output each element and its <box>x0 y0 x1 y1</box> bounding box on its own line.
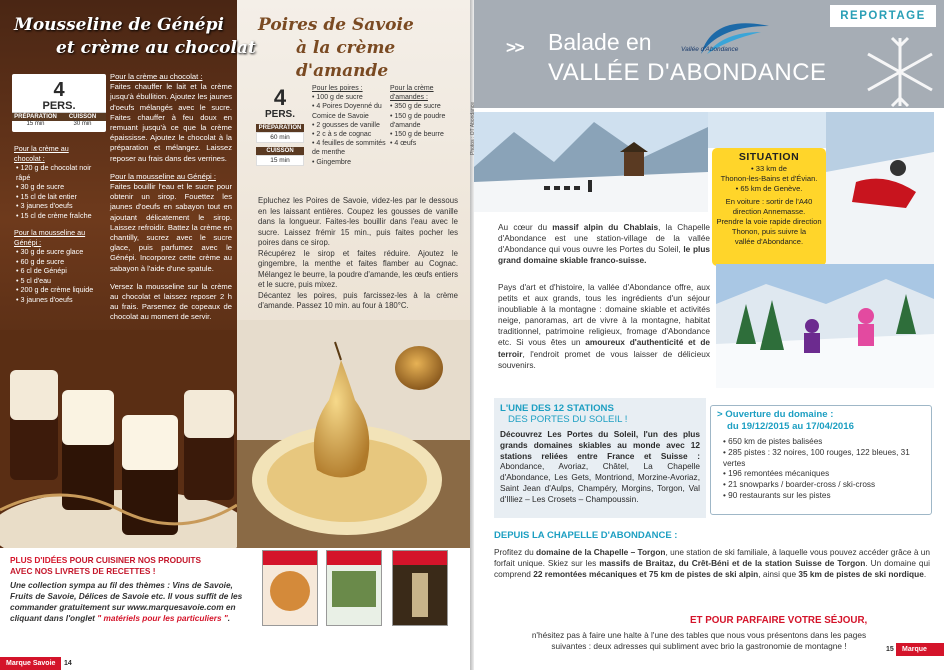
stations-box <box>494 398 706 518</box>
ingredient-item: • 4 œufs <box>390 139 460 148</box>
ingredient-item: • 4 feuilles de sommités de menthe <box>312 139 386 157</box>
cook-label: CUISSON <box>59 113 106 121</box>
ingredient-item: • 200 g de crème liquide <box>16 285 104 295</box>
prep-value: 15 min <box>26 121 45 127</box>
snowmobile-photo <box>826 112 934 268</box>
recipe1-servings-card <box>12 74 106 132</box>
title-line1: Balade en <box>548 29 652 55</box>
title-arrows-icon: > > <box>506 38 522 57</box>
page-number-left: 14 <box>64 660 72 667</box>
closing-line: suivantes : deux adresses qui subliment avec brio la gastronomie de montagne ! <box>551 641 847 651</box>
prep-label: PRÉPARATION <box>12 113 59 121</box>
text-run-bold: amoureux d'authenticité et de terroir <box>498 337 710 359</box>
promo-heading: POUR CUISINER NOS PRODUITS <box>67 555 201 565</box>
step-heading: Pour la crème au chocolat : <box>110 72 203 81</box>
text-run: , ainsi que <box>758 569 799 579</box>
ingredient-item: • 150 g de poudre d'amande <box>390 112 460 130</box>
step-text: Décantez les poires, puis farcissez-les à la crème d'amande. Passez 10 min. au four à 180°C. <box>258 290 458 310</box>
ingredient-item: • 6 cl de Génépi <box>16 266 104 276</box>
photo-credit: Photos : OT Abondance <box>470 101 476 155</box>
ingredient-item: • 2 c à s de cognac <box>312 130 386 139</box>
situation-line: • 65 km de Genève. <box>735 184 803 193</box>
ingredient-item: • 15 cl de crème fraîche <box>16 211 104 221</box>
ingredient-item: • 350 g de sucre <box>390 102 460 111</box>
promo-heading-red: PLUS D'IDÉES <box>10 555 68 565</box>
family-skiers-photo <box>716 264 934 388</box>
opening-item: • 90 restaurants sur les pistes <box>723 491 931 502</box>
text-run-bold: massifs de Braitaz, du Crêt-Béni et de la station Suisse de Torgon <box>599 558 866 568</box>
dog-sled-photo <box>474 112 708 212</box>
footer-brand-left: Marque Savoie <box>0 657 61 670</box>
situation-title: SITUATION <box>738 151 800 163</box>
closing-text <box>484 630 914 652</box>
ingredients-heading: Pour les poires : <box>312 85 363 92</box>
text-run: , une station de ski familiale, à laquelle vous pouvez accéder grâce à un forfait unique. Skiez sur les <box>494 547 931 568</box>
opening-dates: du 19/12/2015 au 17/04/2016 <box>727 421 854 432</box>
text-run: Au cœur du <box>498 222 553 232</box>
ingredient-item: • 30 g de sucre glace <box>16 247 104 257</box>
recipe2-ingredients-2 <box>390 84 460 148</box>
stations-list: Abondance, Avoriaz, Châtel, La Chapelle d'Abondance, Les Gets, Montriond, Morzine-Avoriaz, Saint Jean d'Aulps, Champéry, Morgins, Torgon, Val d'Illiez – Les Crosets – Champoussin. <box>500 461 700 504</box>
prep-value: 60 min <box>256 132 304 143</box>
time-table <box>12 112 106 127</box>
recipes-promo <box>10 555 250 624</box>
ingredient-item: • 150 g de beurre <box>390 130 460 139</box>
stations-lead: Découvrez Les Portes du Soleil, l'un des plus grands domaines skiables au monde avec 12 stations reliées entre France et Suisse : <box>500 429 700 461</box>
logo-text: Vallée d'Abondance <box>681 46 739 53</box>
step-text: Versez la mousseline sur la crème au chocolat et laissez reposer 2 h au frais. Parsemez de copeaux de chocolat au moment de servir. <box>110 281 232 322</box>
chocolate-verrines-photo <box>0 330 237 548</box>
situation-line: Thonon, puis suivre la <box>731 227 807 236</box>
ingredient-item: • 5 cl d'eau <box>16 276 104 286</box>
ingredient-item: • 100 g de sucre <box>312 93 386 102</box>
recipe2-instructions <box>258 196 458 312</box>
recipe1-instructions <box>110 72 232 331</box>
opening-box <box>710 405 932 515</box>
situation-line: En voiture : sortir de l'A40 <box>725 197 813 206</box>
ingredient-item: • 120 g de chocolat noir râpé <box>16 163 104 182</box>
opening-item: • 285 pistes : 32 noires, 100 rouges, 122 bleues, 31 vertes <box>723 448 931 470</box>
ingredients-heading: Pour la mousseline au <box>14 228 86 237</box>
closing-line: n'hésitez pas à faire une halte à l'une des tables que nous vous présentons dans les pages <box>531 630 867 640</box>
text-run-bold: le plus grand domaine skiable franco-suisse. <box>498 244 711 266</box>
text-run-bold: 22 remontées mécaniques et 75 km de pistes de ski alpin <box>533 569 759 579</box>
snowflake-icon <box>850 28 944 112</box>
title-line2: VALLÉE D'ABONDANCE <box>548 59 827 86</box>
text-run: Pays d'art et d'histoire, la vallée d'Abondance offre, aux petits et aux grands, tous les ingrédients d'un séjour inoubliable à la montagne : domaine skiable et activités neige, panoramas, art de vivre à la montagne, habitat traditionnel, patrimoine religieux, fromage d'Abondance etc. Si vous êtes un <box>498 282 710 348</box>
recipe2-servings-card <box>256 87 304 170</box>
recipe-book-cover-1[interactable] <box>262 550 318 626</box>
recipe-book-cover-3[interactable] <box>392 550 448 626</box>
opening-heading: > Ouverture du domaine : <box>717 409 834 420</box>
situation-line: direction Annemasse. <box>732 207 806 216</box>
promo-end: . <box>227 613 231 623</box>
step-text: Récupérez le sirop et faites réduire. Ajoutez le gingembre, la menthe et faites flamber au Cognac. Mélangez le beurre, la poudre d'amande, les œufs entiers et le sucre, puis mixez. <box>258 248 458 289</box>
ingredient-item: • 30 g de sucre <box>16 182 104 192</box>
recipe2-title <box>258 14 470 83</box>
step-text: Epluchez les Poires de Savoie, videz-les par le dessous en les laissant entières. Coupez les gousses de vanille dans la longueur. Faites-les bouillir dans l'eau avec le sucre. Laissez frémir 15 min., puis faites pocher les poires dans ce sirop. <box>258 196 458 247</box>
text-run-bold: 35 km de pistes de ski nordique <box>798 569 924 579</box>
left-page <box>0 0 470 670</box>
servings-count: 4 <box>53 79 65 101</box>
servings-label: PERS. <box>42 100 76 112</box>
recipe1-title-line2: et crème au chocolat <box>56 38 256 58</box>
text-run: . Un domaine qui comprend <box>494 558 930 579</box>
text-run: , l'endroit promet de vous laisser de délicieux souvenirs. <box>498 348 710 370</box>
text-run-bold: domaine de la Chapelle – Torgon <box>536 547 666 557</box>
text-run-bold: massif alpin du Chablais <box>552 222 659 232</box>
prep-label: PRÉPARATION <box>256 124 304 132</box>
ingredient-item: • 3 jaunes d'oeufs <box>16 201 104 211</box>
promo-body: Une collection sympa au fil des thèmes : Vins de Savoie, Fruits de Savoie, Délices de Savoie etc. Il vous suffit de les commander gratuitement sur www.marquesavoie.com en cliquant dans l'onglet <box>10 580 243 623</box>
ingredient-item: • Gingembre <box>312 158 386 167</box>
recipe2-title-line1: Poires de Savoie <box>258 15 414 35</box>
step-heading: Pour la mousseline au Génépi : <box>110 171 216 181</box>
recipe-book-cover-2[interactable] <box>326 550 382 626</box>
situation-line: Thonon-les-Bains et d'Évian. <box>720 174 818 183</box>
promo-link[interactable]: " matériels pour les particuliers " <box>97 613 228 623</box>
poached-pear-photo <box>237 320 470 548</box>
servings-label: PERS. <box>264 109 295 120</box>
text-run: . <box>923 569 927 579</box>
section-label: REPORTAGE <box>830 5 936 27</box>
recipe1-title <box>14 14 256 60</box>
ingredients-heading: Génépi : <box>14 237 42 247</box>
servings-count: 4 <box>273 85 287 110</box>
step-text: Faites chauffer le lait et la crème jusqu'à ébullition. Ajoutez les jaunes d'oeufs mélangés avec le sucre. Faites chauffer à feu doux en remuant jusqu'à ce que la crème épaississe. Ajoutez le chocolat à la préparation et mélangez. Laissez reposer au frais dans des verrines. <box>110 82 232 163</box>
situation-line: vallée d'Abondance. <box>734 237 804 246</box>
stations-heading: L'UNE DES 12 STATIONS <box>500 403 614 414</box>
opening-item: • 196 remontées mécaniques <box>723 469 931 480</box>
cook-value: 15 min <box>256 155 304 166</box>
situation-box <box>712 148 826 266</box>
intro-paragraph <box>498 222 710 266</box>
recipe1-title-line1: Mousseline de Génépi <box>14 15 224 35</box>
chapelle-section <box>494 530 930 580</box>
parfaire-heading: ET POUR PARFAIRE VOTRE SÉJOUR, <box>690 615 868 626</box>
ingredient-item: • 4 Poires Doyenné du Comice de Savoie <box>312 102 386 120</box>
ingredients-heading: Pour la crème au <box>14 144 69 153</box>
recipe2-title-line2: à la crème d'amande <box>296 38 396 81</box>
footer-brand-right: Marque Savoie <box>896 643 944 656</box>
opening-item: • 650 km de pistes balisées <box>723 437 931 448</box>
ingredients-heading: d'amandes : <box>390 94 428 102</box>
text-run: , la Chapelle d'Abondance est une station-village de la vallée d'Abondance qui vous ouvre les Portes du Soleil, <box>498 222 710 255</box>
situation-line: Prendre la voie rapide direction <box>716 217 822 226</box>
history-paragraph <box>498 282 710 371</box>
stations-subheading: DES PORTES DU SOLEIL ! <box>508 414 628 425</box>
situation-line: • 33 km de <box>750 164 787 173</box>
ingredient-item: • 15 cl de lait entier <box>16 192 104 202</box>
ingredient-item: • 2 gousses de vanille <box>312 121 386 130</box>
recipe1-ingredients <box>14 140 104 304</box>
step-text: Faites bouillir l'eau et le sucre pour obtenir un sirop. Fouettez les jaunes d'oeufs en sabayon tout en ajoutant délicatement le sirop. Laissez refroidir. Battez la crème en chantilly, sucrez avec le sucre glace, puis parfumez avec le Génépi. Incorporez cette crème au sabayon à l'aide d'une spatule. <box>110 182 232 273</box>
promo-subheading: AVEC NOS LIVRETS DE RECETTES ! <box>10 566 156 576</box>
ingredients-heading: Pour la crème <box>390 85 434 92</box>
page-number-right: 15 <box>886 646 894 653</box>
recipe2-ingredients-1 <box>312 84 386 167</box>
ingredients-heading: chocolat : <box>14 153 45 163</box>
opening-item: • 21 snowparks / boarder-cross / ski-cross <box>723 480 931 491</box>
text-run: Profitez du <box>494 547 537 557</box>
ingredient-item: • 60 g de sucre <box>16 257 104 267</box>
chapelle-heading: DEPUIS LA CHAPELLE D'ABONDANCE : <box>494 530 678 541</box>
cook-value: 30 min <box>73 121 92 127</box>
cook-label: CUISSON <box>256 147 304 155</box>
ingredient-item: • 3 jaunes d'oeufs <box>16 295 104 305</box>
